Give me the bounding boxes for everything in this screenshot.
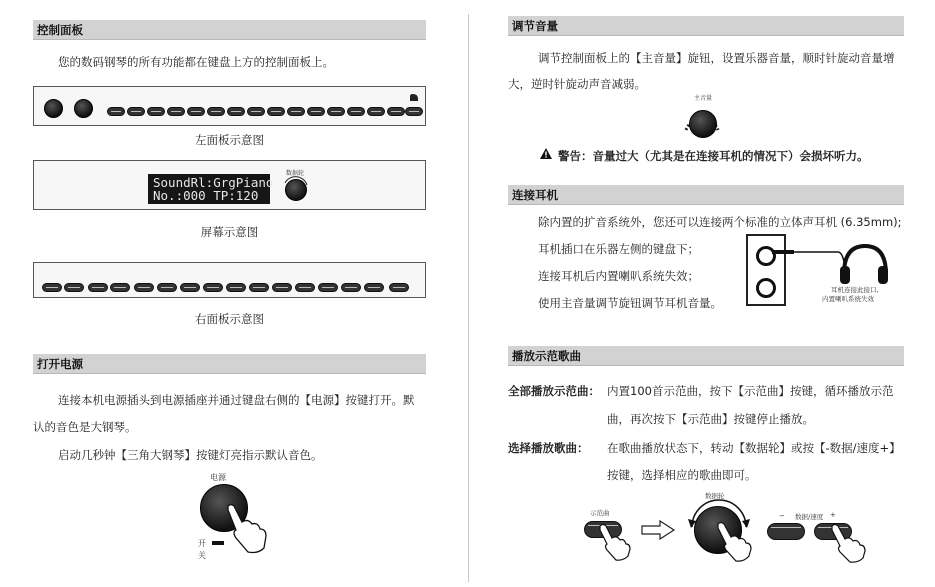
demo-button-label: 示范曲: [590, 509, 610, 517]
pressing-hand-icon: [222, 502, 268, 554]
panel-button-icon: [157, 283, 177, 292]
plus-sign: +: [830, 511, 836, 519]
pressing-hand-icon: [828, 522, 868, 564]
panel-button-icon: [134, 283, 154, 292]
main-volume-label: 主音量: [694, 95, 713, 102]
main-volume-knob-icon: [44, 99, 63, 118]
volume-paragraph-line-2: 大，逆时针旋动声音减弱。: [508, 77, 646, 91]
section-header-demo: 播放示范歌曲: [508, 346, 904, 366]
headphones-paragraph-4: 使用主音量调节旋钮调节耳机音量。: [538, 296, 722, 310]
panel-button-icon: [180, 283, 200, 292]
jack-note-line-2: 内置喇叭系统失效: [822, 295, 874, 303]
right-panel-diagram: [33, 262, 426, 298]
panel-button-icon: [364, 283, 384, 292]
warning-icon: [539, 147, 553, 160]
data-minus-button-icon: [767, 523, 805, 540]
panel-button-icon: [110, 283, 130, 292]
panel-button-icon: [318, 283, 338, 292]
panel-button-icon: [247, 107, 265, 116]
data-wheel-label: 数据轮: [286, 170, 305, 177]
panel-button-icon: [64, 283, 84, 292]
section-header-volume: 调节音量: [508, 16, 904, 36]
lcd-display: [148, 174, 274, 204]
panel-button-icon: [387, 107, 405, 116]
panel-button-icon: [287, 107, 305, 116]
panel-button-icon: [389, 283, 409, 292]
pressing-hand-icon: [714, 520, 754, 564]
control-panel-intro: 您的数码钢琴的所有功能都在键盘上方的控制面板上。: [58, 55, 334, 69]
section-header-power: 打开电源: [33, 354, 426, 374]
headphones-icon: [768, 240, 888, 290]
panel-button-icon: [307, 107, 325, 116]
lcd-line-2: No.:000 TP:120: [153, 188, 259, 203]
panel-button-icon: [107, 107, 125, 116]
right-panel-caption: 右面板示意图: [195, 312, 264, 326]
rotate-arrow-icon: [281, 175, 311, 205]
data-speed-label: 数据/速度: [795, 513, 824, 521]
demo-select-line-2: 按键，选择相应的歌曲即可。: [607, 468, 757, 482]
screen-diagram: [33, 160, 426, 210]
power-paragraph-1-line-1: 连接本机电源插头到电源插座并通过键盘右侧的【电源】按键打开。默: [58, 393, 415, 407]
left-panel-diagram: [33, 86, 426, 126]
panel-button-icon: [347, 107, 365, 116]
panel-button-icon: [249, 283, 269, 292]
panel-button-icon: [226, 283, 246, 292]
panel-button-icon: [187, 107, 205, 116]
headphones-paragraph-2: 耳机插口在乐器左侧的键盘下；: [538, 242, 699, 256]
panel-button-icon: [127, 107, 145, 116]
power-paragraph-2: 启动几秒钟【三角大钢琴】按键灯亮指示默认音色。: [58, 448, 323, 462]
demo-all-line-1: 内置100首示范曲，按下【示范曲】按键，循环播放示范: [607, 384, 894, 398]
panel-button-icon: [272, 283, 292, 292]
demo-select-label: 选择播放歌曲：: [508, 441, 589, 455]
main-volume-knob-icon: [689, 110, 717, 138]
panel-button-icon: [147, 107, 165, 116]
panel-button-icon: [295, 283, 315, 292]
panel-button-icon: [341, 283, 361, 292]
panel-button-icon: [167, 107, 185, 116]
demo-all-line-2: 曲，再次按下【示范曲】按键停止播放。: [607, 412, 814, 426]
panel-button-icon: [227, 107, 245, 116]
volume-paragraph-line-1: 调节控制面板上的【主音量】旋钮，设置乐器音量，顺时针旋动音量增: [538, 51, 895, 65]
panel-button-icon: [203, 283, 223, 292]
panel-button-icon: [88, 283, 108, 292]
left-panel-caption: 左面板示意图: [195, 133, 264, 147]
data-wheel-label: 数据轮: [705, 492, 725, 500]
pressing-hand-icon: [596, 522, 632, 562]
panel-button-icon: [405, 107, 423, 116]
power-label: 电源: [210, 473, 226, 482]
headphones-paragraph-3: 连接耳机后内置喇叭系统失效；: [538, 269, 699, 283]
column-divider: [468, 14, 469, 582]
jack-note-line-1: 耳机连接此接口,: [831, 286, 879, 294]
on-label: 开: [198, 539, 206, 548]
headphones-paragraph-1: 除内置的扩音系统外，您还可以连接两个标准的立体声耳机 (6.35mm);: [538, 215, 902, 229]
screen-caption: 屏幕示意图: [200, 225, 259, 239]
demo-all-label: 全部播放示范曲：: [508, 384, 600, 398]
power-paragraph-1-line-2: 认的音色是大钢琴。: [33, 420, 137, 434]
panel-button-icon: [327, 107, 345, 116]
panel-button-icon: [42, 283, 62, 292]
section-header-headphones: 连接耳机: [508, 185, 904, 205]
grand-piano-icon: [409, 93, 419, 103]
off-label: 关: [198, 551, 206, 560]
accomp-volume-knob-icon: [74, 99, 93, 118]
panel-button-icon: [207, 107, 225, 116]
volume-warning: 警告：音量过大（尤其是在连接耳机的情况下）会损坏听力。: [558, 149, 869, 163]
arrow-right-icon: [640, 519, 676, 541]
lcd-line-1: SoundRl:GrgPiano: [153, 175, 274, 190]
panel-button-icon: [267, 107, 285, 116]
panel-button-icon: [367, 107, 385, 116]
section-header-control-panel: 控制面板: [33, 20, 426, 40]
on-off-indicator-icon: [212, 541, 224, 545]
demo-select-line-1: 在歌曲播放状态下，转动【数据轮】或按【-数据/速度+】: [607, 441, 901, 455]
minus-sign: −: [779, 512, 785, 520]
